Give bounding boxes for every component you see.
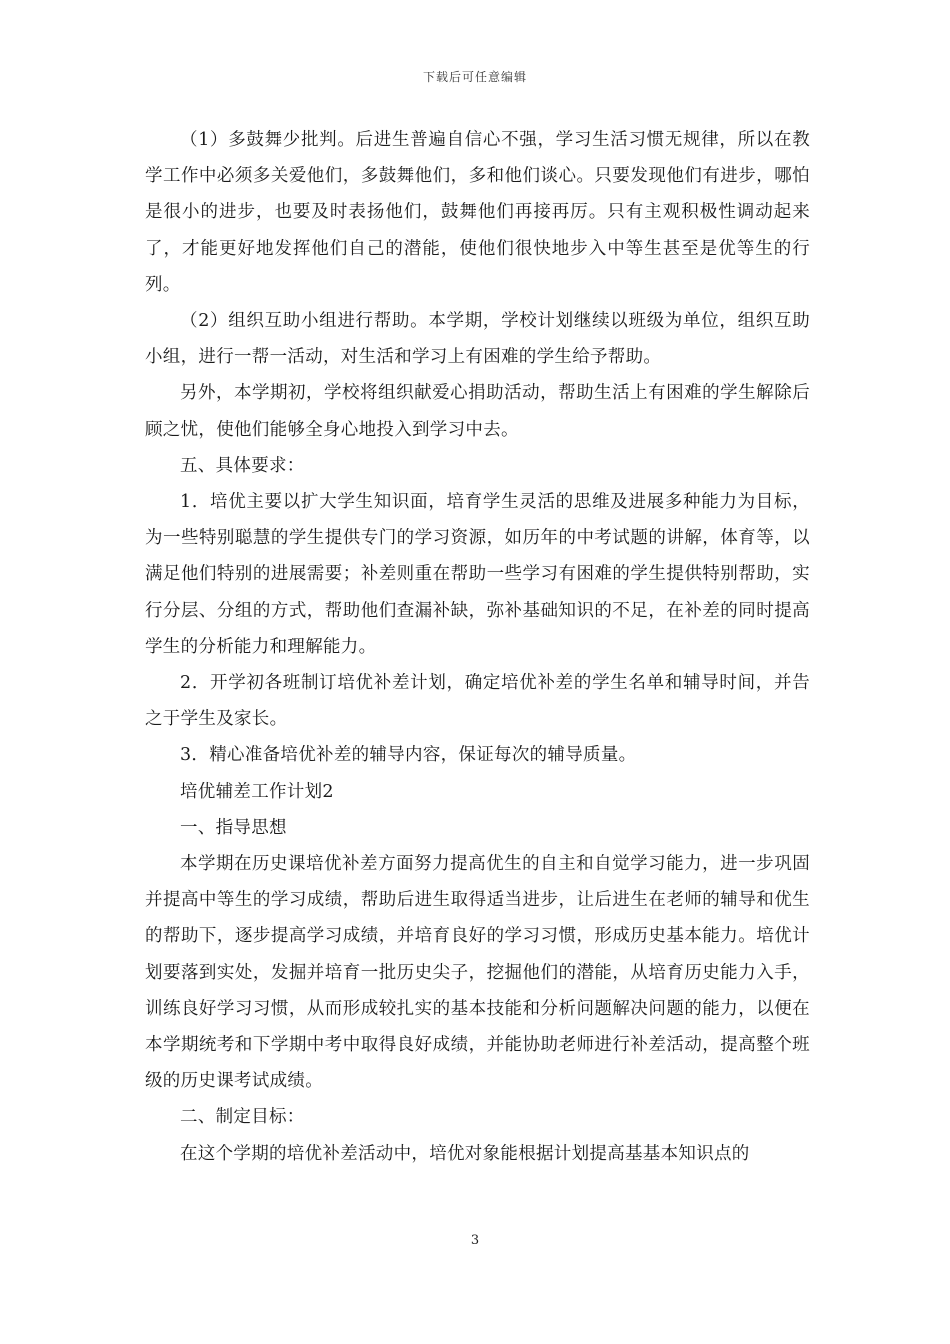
page-header: 下载后可任意编辑 <box>422 70 527 84</box>
paragraph-mutual-help: （2）组织互助小组进行帮助。本学期，学校计划继续以班级为单位，组织互助小组，进行一帮一活动，对生活和学习上有困难的学生给予帮助。 <box>145 311 810 368</box>
paragraph-requirement-3: 3．精心准备培优补差的辅导内容，保证每次的辅导质量。 <box>180 745 637 766</box>
page-number: 3 <box>470 1233 480 1248</box>
paragraph-donation: 另外，本学期初，学校将组织献爱心捐助活动，帮助生活上有困难的学生解除后顾之忧，使他们能够全身心地投入到学习中去。 <box>145 383 810 440</box>
paragraph-requirement-1: 1．培优主要以扩大学生知识面，培育学生灵活的思维及进展多种能力为目标，为一些特别聪慧的学生提供专门的学习资源，如历年的中考试题的讲解，体育等，以满足他们特别的进展需要；补差则重在帮助一些学习有困难的学生提供特别帮助，实行分层、分组的方式，帮助他们查漏补缺，弥补基础知识的不足，在补差的同时提高学生的分析能力和理解能力。 <box>145 492 810 657</box>
paragraph-guiding-ideology: 本学期在历史课培优补差方面努力提高优生的自主和自觉学习能力，进一步巩固并提高中等生的学习成绩，帮助后进生取得适当进步，让后进生在老师的辅导和优生的帮助下，逐步提高学习成绩，并培育良好的学习习惯，形成历史基本能力。培优计划要落到实处，发掘并培育一批历史尖子，挖掘他们的潜能，从培育历史能力入手，训练良好学习习惯，从而形成较扎实的基本技能和分析问题解决问题的能力，以便在本学期统考和下学期中考中取得良好成绩，并能协助老师进行补差活动，提高整个班级的历史课考试成绩。 <box>145 854 810 1092</box>
heading-goals: 二、制定目标： <box>180 1107 305 1128</box>
document-body <box>145 122 810 1172</box>
heading-guiding-ideology: 一、指导思想 <box>180 817 287 838</box>
section-title-plan-2: 培优辅差工作计划2 <box>180 781 334 802</box>
paragraph-encourage: （1）多鼓舞少批判。后进生普遍自信心不强，学习生活习惯无规律，所以在教学工作中必须多关爱他们，多鼓舞他们，多和他们谈心。只要发现他们有进步，哪怕是很小的进步，也要及时表扬他们，鼓舞他们再接再厉。只有主观积极性调动起来了，才能更好地发挥他们自己的潜能，使他们很快地步入中等生甚至是优等生的行列。 <box>145 130 810 295</box>
paragraph-goals: 在这个学期的培优补差活动中，培优对象能根据计划提高基基本知识点的 <box>180 1143 750 1164</box>
paragraph-requirement-2: 2．开学初各班制订培优补差计划，确定培优补差的学生名单和辅导时间，并告之于学生及家长。 <box>145 673 810 730</box>
heading-requirements: 五、具体要求： <box>180 455 305 476</box>
